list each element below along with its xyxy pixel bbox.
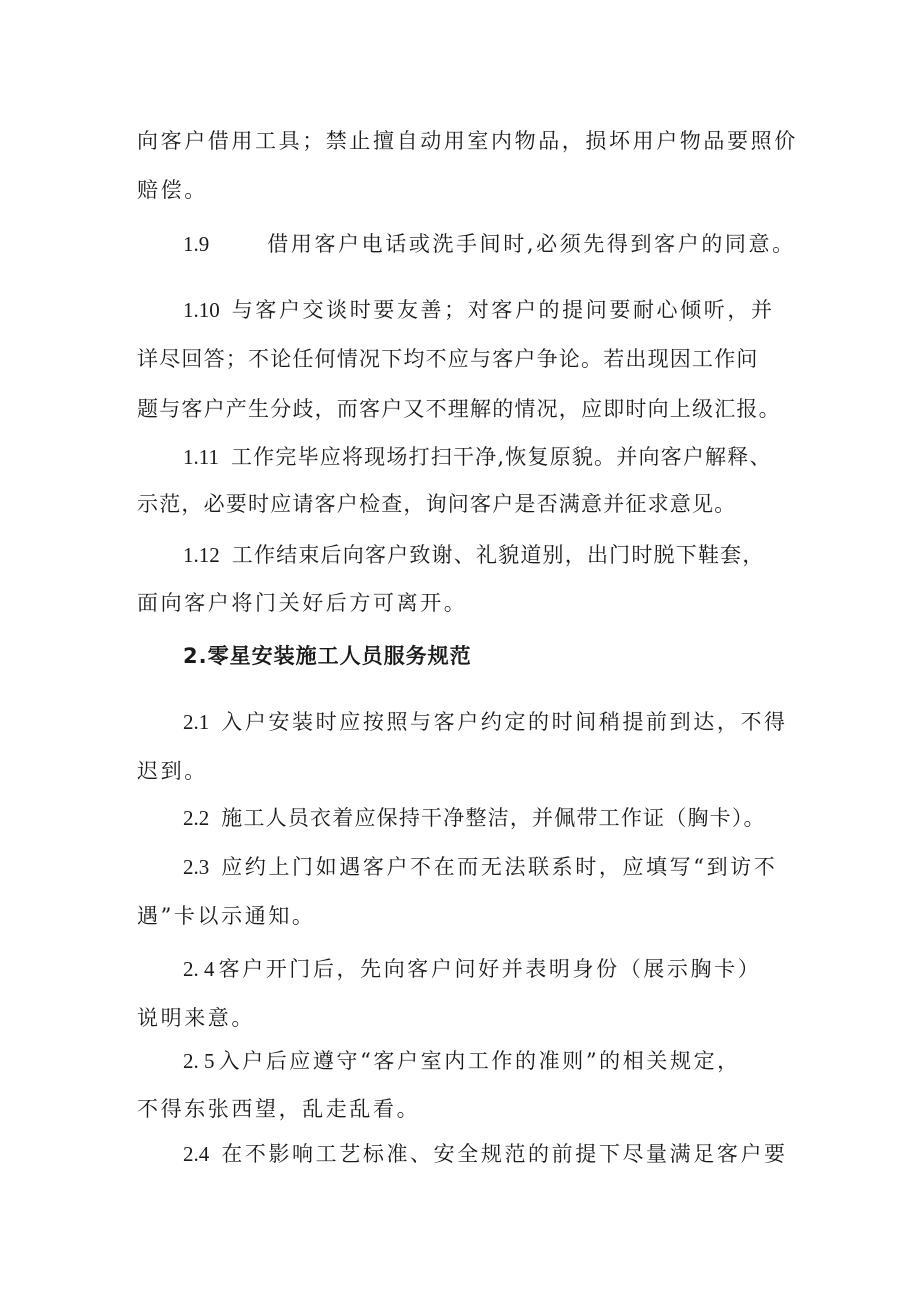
item-1-10 [183, 295, 843, 325]
line-text: 说明来意。 [137, 1006, 255, 1030]
paragraph-line [137, 588, 797, 618]
item-number: 2.3 [183, 855, 210, 879]
paragraph-line [137, 394, 797, 424]
paragraph-line [137, 1094, 797, 1124]
line-text: 向客户借用工具；禁止擅自动用室内物品，损坏用户物品要照价 [137, 129, 798, 153]
item-2-4-b [183, 1139, 843, 1169]
paragraph-line [137, 126, 797, 156]
line-text: 施工人员衣着应保持干净整洁，并佩带工作证（胸卡）。 [221, 806, 766, 830]
line-text: 题与客户产生分歧，而客户又不理解的情况，应即时向上级汇报。 [137, 397, 781, 421]
line-text: 不得东张西望，乱走乱看。 [137, 1097, 421, 1121]
item-number: 1.9 [183, 232, 210, 256]
item-number: 1.10 [183, 298, 220, 322]
paragraph-line [137, 756, 797, 786]
paragraph-line [137, 175, 797, 205]
item-number: 2.2 [183, 806, 210, 830]
line-text: 与客户交谈时要友善；对客户的提问要耐心倾听，并 [231, 298, 775, 322]
line-text: 工作结束后向客户致谢、礼貌道别，出门时脱下鞋套， [231, 543, 765, 567]
section-heading [183, 641, 843, 671]
item-2-3 [183, 852, 843, 882]
line-text: 遇”卡以示通知。 [137, 904, 316, 928]
item-1-11 [183, 442, 843, 472]
item-number: 1.11 [183, 445, 219, 469]
item-2-1 [183, 707, 843, 737]
item-number: 2. 5 [183, 1049, 215, 1073]
line-text: 面向客户将门关好后方可离开。 [137, 591, 468, 615]
item-number: 2.1 [183, 710, 210, 734]
line-text: 借用客户电话或洗手间时,必须先得到客户的同意。 [267, 232, 796, 256]
paragraph-line [137, 489, 797, 519]
heading-text: 2.零星安装施工人员服务规范 [183, 644, 472, 668]
line-text: 详尽回答；不论任何情况下均不应与客户争论。若出现因工作问 [137, 347, 759, 371]
line-text: 入户后应遵守“客户室内工作的准则”的相关规定， [218, 1049, 741, 1073]
item-number: 2.4 [183, 1142, 210, 1166]
item-2-4-a [183, 954, 843, 984]
item-number: 2. 4 [183, 957, 215, 981]
line-text: 入户安装时应按照与客户约定的时间稍提前到达，不得 [221, 710, 788, 734]
paragraph-line [137, 1003, 797, 1033]
item-1-9 [183, 229, 843, 259]
line-text: 在不影响工艺标准、安全规范的前提下尽量满足客户要 [221, 1142, 788, 1166]
item-2-5 [183, 1046, 843, 1076]
line-text: 示范，必要时应请客户检查，询问客户是否满意并征求意见。 [137, 492, 737, 516]
line-text: 应约上门如遇客户不在而无法联系时，应填写“到访不 [221, 855, 778, 879]
item-1-12 [183, 540, 843, 570]
line-text: 赔偿。 [137, 178, 208, 202]
line-text: 迟到。 [137, 759, 208, 783]
item-2-2 [183, 803, 843, 833]
item-number: 1.12 [183, 543, 220, 567]
line-text: 工作完毕应将现场打扫干净,恢复原貌。并向客户解释、 [230, 445, 772, 469]
line-text: 客户开门后，先向客户问好并表明身份（展示胸卡） [218, 957, 762, 981]
paragraph-line [137, 901, 797, 931]
paragraph-line [137, 344, 797, 374]
